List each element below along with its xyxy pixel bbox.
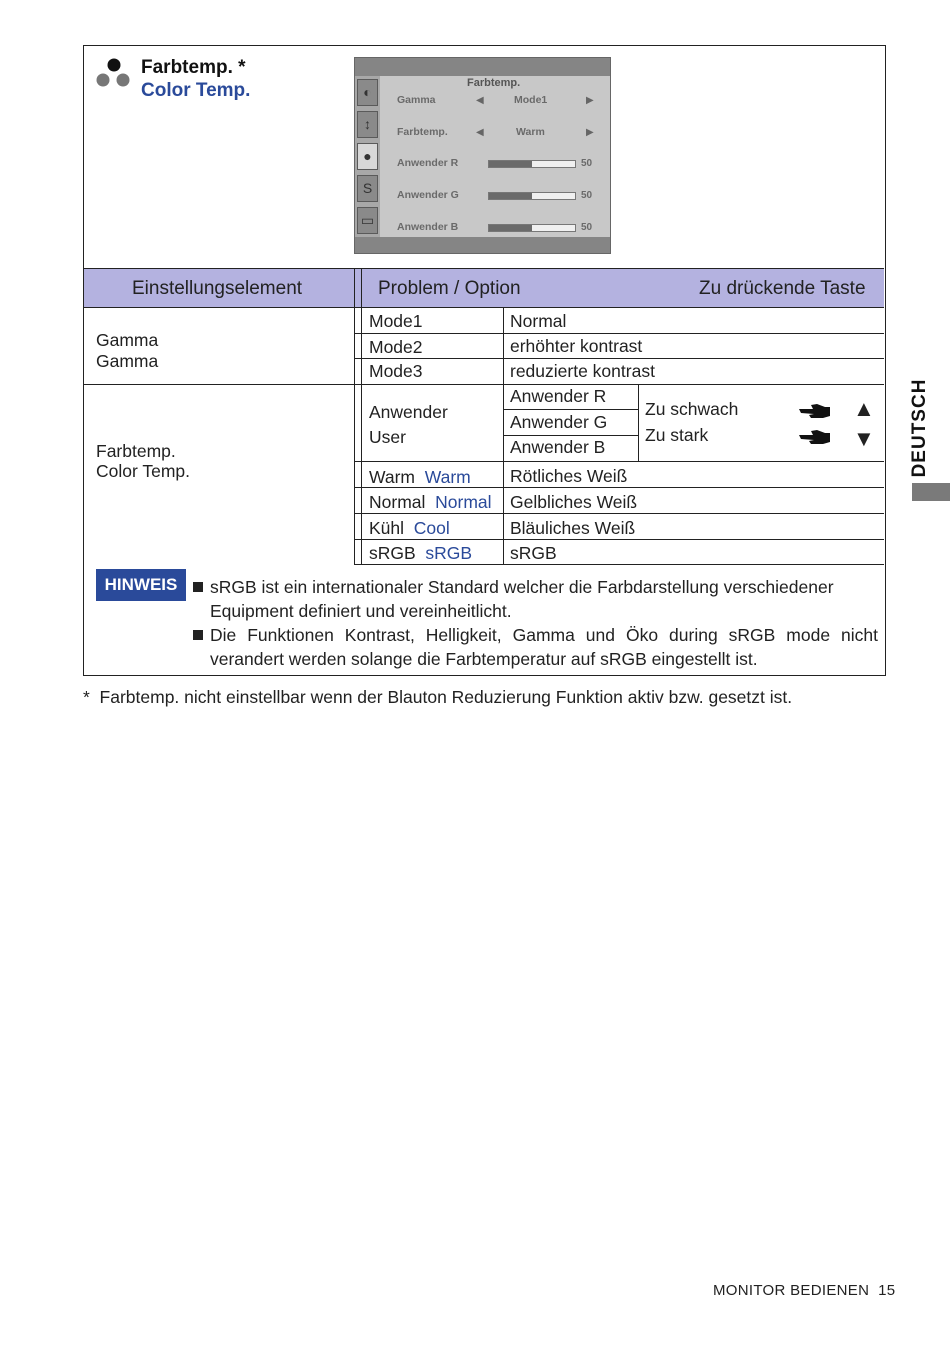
osd-label: Anwender G	[397, 189, 459, 201]
preset-desc: Bläuliches Weiß	[510, 518, 636, 538]
input-icon: ▭	[357, 207, 378, 234]
language-tab	[906, 376, 934, 480]
osd-number: 50	[581, 222, 593, 233]
preset-desc: sRGB	[510, 543, 557, 563]
user-channel: Anwender R	[510, 386, 607, 406]
preset-option: Warm Warm	[369, 467, 471, 487]
page-title: Farbtemp. *	[141, 57, 246, 78]
divider	[503, 308, 504, 385]
user-label-en: User	[369, 427, 406, 447]
osd-slider	[488, 224, 576, 232]
too-strong-label: Zu stark	[645, 425, 709, 445]
note-badge: HINWEIS	[96, 569, 186, 601]
preset-desc: Gelbliches Weiß	[510, 492, 638, 512]
divider	[355, 333, 884, 334]
osd-bottom-bar	[355, 237, 610, 253]
preset-desc: Rötliches Weiß	[510, 466, 628, 486]
osd-label: Anwender B	[397, 221, 459, 233]
user-channel: Anwender G	[510, 412, 608, 432]
gamma-option: Mode3	[369, 361, 423, 381]
divider	[355, 358, 884, 359]
pointing-hand-icon	[797, 427, 833, 447]
preset-option: Normal Normal	[369, 492, 492, 512]
divider	[355, 513, 884, 514]
osd-label: Anwender R	[397, 157, 459, 169]
gamma-desc: reduzierte kontrast	[510, 361, 655, 381]
user-label: Anwender	[369, 402, 448, 422]
osd-number: 50	[581, 190, 593, 201]
divider	[355, 539, 884, 540]
preset-option: Kühl Cool	[369, 518, 450, 538]
left-arrow-icon: ◀	[476, 95, 484, 106]
divider	[361, 268, 362, 565]
color-icon: ●	[357, 143, 378, 170]
gamma-desc: Normal	[510, 311, 567, 331]
divider	[355, 564, 884, 565]
contrast-icon: ◐	[357, 79, 378, 106]
osd-title: Farbtemp.	[467, 77, 521, 89]
down-arrow-icon: ▼	[853, 426, 875, 451]
column-header-element: Einstellungselement	[132, 278, 303, 299]
osd-value: Mode1	[514, 94, 548, 106]
osd-slider	[488, 192, 576, 200]
divider	[354, 268, 355, 565]
left-arrow-icon: ◀	[476, 127, 484, 138]
divider	[355, 461, 884, 462]
too-weak-label: Zu schwach	[645, 399, 739, 419]
gamma-option: Mode2	[369, 337, 423, 357]
right-arrow-icon: ▶	[586, 127, 594, 138]
up-arrow-icon: ▲	[853, 396, 875, 421]
osd-sidebar	[355, 76, 380, 237]
osd-value: Warm	[516, 126, 545, 138]
osd-top-bar	[355, 58, 610, 76]
note-item: sRGB ist ein internationaler Standard welcher die Farbdarstellung verschiedener Equipment definiert und vereinheitlicht.	[210, 577, 834, 621]
column-header-key: Zu drückende Taste	[699, 278, 866, 299]
column-header-problem: Problem / Option	[378, 278, 521, 299]
divider	[503, 409, 638, 410]
bullet-icon	[193, 630, 203, 640]
osd-slider	[488, 160, 576, 168]
pointing-hand-icon	[797, 401, 833, 421]
table-header	[84, 268, 884, 308]
side-marker	[912, 483, 950, 501]
divider	[638, 385, 639, 461]
footnote: * Farbtemp. nicht einstellbar wenn der Blauton Reduzierung Funktion aktiv bzw. gesetzt ist.	[83, 687, 793, 707]
user-channel: Anwender B	[510, 437, 606, 457]
colortemp-label-en: Color Temp.	[96, 461, 191, 481]
language-tab-label: DEUTSCH	[909, 378, 930, 478]
color-dots-icon	[96, 58, 132, 88]
osd-number: 50	[581, 158, 593, 169]
divider	[503, 435, 638, 436]
position-icon: ↕	[357, 111, 378, 138]
page-footer: MONITOR BEDIENEN 15	[713, 1282, 896, 1299]
gamma-desc: erhöhter kontrast	[510, 336, 643, 356]
colortemp-label: Farbtemp.	[96, 441, 176, 461]
note-item: Die Funktionen Kontrast, Helligkeit, Gamma und Öko during sRGB mode nicht verandert werden solange die Farbtemperatur auf sRGB eingestellt ist.	[210, 625, 878, 669]
divider	[503, 385, 504, 565]
preset-option: sRGB sRGB	[369, 543, 473, 563]
gamma-option: Mode1	[369, 311, 423, 331]
osd-label: Farbtemp.	[397, 126, 448, 138]
page-title-en: Color Temp.	[141, 80, 251, 101]
divider	[84, 384, 884, 385]
osd-label: Gamma	[397, 94, 436, 106]
bullet-icon	[193, 582, 203, 592]
gamma-label-en: Gamma	[96, 351, 159, 371]
gamma-label: Gamma	[96, 330, 159, 350]
right-arrow-icon: ▶	[586, 95, 594, 106]
setup-icon: S	[357, 175, 378, 202]
osd-screenshot	[354, 57, 611, 254]
